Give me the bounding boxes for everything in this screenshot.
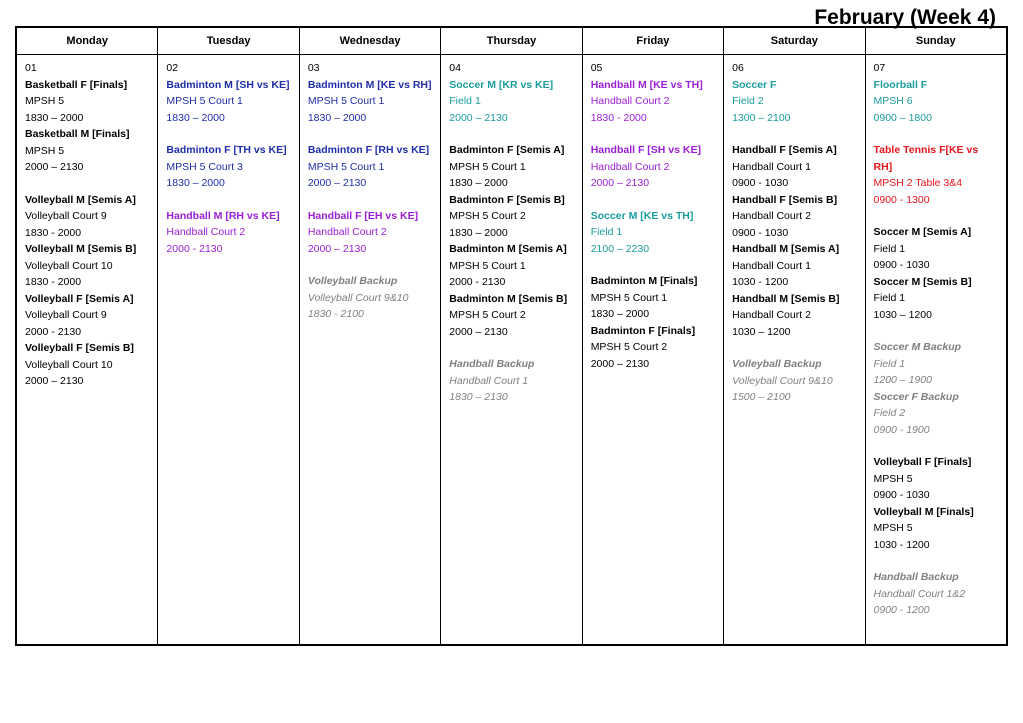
event-entry — [591, 77, 715, 127]
event-time: 1830 – 2000 — [590, 308, 650, 320]
event-venue: Field 1 — [873, 292, 906, 304]
day-column-tuesday — [158, 55, 299, 644]
day-column-friday — [583, 55, 724, 644]
event-venue: Handball Court 2 — [732, 309, 811, 321]
event-entry — [874, 142, 998, 208]
event-time: 0900 - 1030 — [873, 259, 930, 271]
event-title: Handball F [EH vs KE] — [307, 209, 419, 222]
event-time: 0900 - 1030 — [873, 489, 930, 501]
event-entry — [732, 291, 856, 341]
event-title: Soccer M [Semis A] — [873, 226, 972, 238]
event-time: 1500 – 2100 — [732, 391, 791, 403]
event-time: 1830 – 2130 — [449, 391, 508, 403]
event-title: Basketball F [Finals] — [25, 78, 128, 91]
event-venue: MPSH 2 Table 3&4 — [873, 177, 963, 189]
page-title: February (Week 4) — [814, 6, 996, 29]
event-title: Badminton M [Finals] — [590, 275, 698, 287]
event-venue: Field 2 — [732, 95, 764, 107]
event-time: 2000 – 2130 — [590, 357, 650, 370]
event-title: Volleyball Backup — [732, 358, 822, 370]
event-time: 1200 – 1900 — [873, 374, 932, 386]
day-date: 03 — [307, 62, 320, 74]
event-title: Handball M [Semis B] — [732, 292, 840, 305]
event-entry — [449, 291, 573, 341]
event-entry — [591, 273, 715, 323]
event-venue: Volleyball Court 9&10 — [307, 291, 409, 304]
day-date: 06 — [732, 62, 744, 74]
event-entry — [25, 126, 149, 176]
event-entry — [591, 142, 715, 192]
event-venue: Field 1 — [873, 242, 906, 255]
event-title: Basketball M [Finals] — [25, 128, 130, 140]
event-title: Volleyball F [Semis B] — [25, 342, 134, 354]
event-time: 1830 – 2000 — [166, 177, 225, 189]
event-venue: Field 1 — [590, 226, 623, 238]
day-date: 04 — [449, 62, 461, 74]
event-venue: Volleyball Court 10 — [25, 358, 113, 371]
day-date: 07 — [873, 62, 886, 74]
event-title: Floorball F — [873, 78, 928, 91]
event-time: 2000 – 2130 — [449, 111, 508, 124]
event-entry — [874, 224, 998, 274]
event-title: Badminton F [Semis A] — [449, 144, 565, 156]
event-venue: MPSH 5 — [873, 522, 913, 534]
event-time: 1830 - 2100 — [307, 308, 364, 320]
event-venue: Field 1 — [873, 357, 906, 370]
event-time: 1830 - 2000 — [25, 226, 82, 239]
event-title: Handball Backup — [873, 571, 959, 583]
event-entry — [308, 142, 432, 192]
event-venue: Volleyball Court 10 — [25, 259, 113, 272]
event-venue: MPSH 5 — [873, 472, 913, 485]
event-venue: Handball Court 2 — [166, 226, 246, 238]
event-venue: Volleyball Court 9&10 — [732, 374, 833, 387]
day-header-monday: Monday — [17, 28, 158, 54]
event-venue: Handball Court 2 — [307, 226, 387, 238]
event-entry — [874, 504, 998, 554]
day-header-sunday: Sunday — [915, 35, 956, 47]
event-time: 1030 - 1200 — [873, 538, 930, 551]
event-venue: Handball Court 2 — [732, 210, 811, 222]
event-title: Handball F [Semis B] — [732, 193, 838, 206]
event-title: Handball Backup — [449, 358, 535, 370]
event-time: 2000 – 2130 — [307, 177, 367, 189]
event-time: 1030 – 1200 — [732, 325, 791, 338]
event-title: Handball M [RH vs KE] — [166, 209, 280, 222]
event-entry — [166, 77, 290, 127]
event-entry — [732, 142, 856, 192]
event-title: Soccer M [Semis B] — [873, 275, 972, 288]
event-time: 2000 - 2130 — [449, 276, 506, 288]
event-title: Badminton F [Semis B] — [449, 193, 565, 206]
event-entry — [732, 192, 856, 242]
event-entry — [25, 192, 149, 242]
event-venue: MPSH 5 Court 2 — [449, 210, 526, 222]
event-title: Volleyball F [Semis A] — [25, 292, 134, 305]
event-time: 1830 – 2000 — [449, 226, 508, 239]
backup-event — [874, 389, 998, 439]
event-time: 1030 – 1200 — [873, 308, 932, 321]
event-title: Badminton F [RH vs KE] — [307, 144, 430, 156]
event-title: Soccer F Backup — [873, 390, 959, 403]
event-venue: MPSH 5 Court 1 — [166, 95, 243, 107]
day-date: 01 — [25, 62, 37, 74]
event-venue: MPSH 5 Court 1 — [449, 259, 526, 272]
event-time: 1830 – 2000 — [166, 111, 225, 124]
event-time: 2000 – 2130 — [307, 242, 367, 255]
event-title: Soccer M Backup — [873, 341, 962, 353]
event-entry — [449, 192, 573, 242]
day-column-saturday — [724, 55, 865, 644]
event-venue: MPSH 5 Court 1 — [590, 291, 668, 304]
event-venue: MPSH 5 — [25, 95, 65, 107]
event-title: Volleyball M [Semis A] — [25, 193, 136, 206]
event-time: 2000 – 2130 — [449, 325, 508, 338]
event-venue: MPSH 5 — [25, 144, 65, 157]
event-time: 2000 – 2130 — [25, 375, 84, 387]
event-entry — [874, 274, 998, 324]
event-time: 0900 – 1800 — [873, 111, 932, 124]
backup-event — [874, 569, 998, 619]
event-title: Soccer F — [732, 78, 777, 91]
event-venue: Field 1 — [449, 95, 481, 107]
backup-event — [874, 339, 998, 389]
event-title: Volleyball M [Finals] — [873, 505, 974, 518]
schedule-body — [17, 55, 1006, 644]
event-venue: Volleyball Court 9 — [25, 309, 107, 321]
event-title: Badminton M [SH vs KE] — [166, 78, 290, 91]
event-entry — [25, 241, 149, 291]
event-title: Handball M [KE vs TH] — [590, 78, 703, 91]
day-column-sunday — [866, 55, 1006, 644]
event-entry — [874, 454, 998, 504]
event-entry — [166, 142, 290, 192]
event-entry — [308, 208, 432, 258]
event-time: 2000 - 2130 — [166, 242, 223, 255]
event-time: 0900 - 1030 — [732, 226, 789, 239]
event-entry — [732, 241, 856, 291]
day-column-wednesday — [300, 55, 441, 644]
event-time: 1830 – 2000 — [449, 177, 508, 189]
day-date: 05 — [590, 62, 603, 74]
day-header-wednesday: Wednesday — [300, 28, 441, 54]
event-venue: Handball Court 1 — [732, 160, 811, 173]
event-venue: Handball Court 1&2 — [873, 587, 966, 600]
event-venue: MPSH 5 Court 2 — [449, 309, 526, 321]
event-venue: Handball Court 2 — [590, 95, 670, 107]
event-entry — [25, 340, 149, 390]
event-title: Soccer M [KE vs TH] — [590, 209, 694, 222]
event-entry — [732, 77, 856, 127]
event-time: 2000 - 2130 — [25, 325, 82, 338]
event-time: 2000 – 2130 — [25, 161, 84, 173]
event-entry — [25, 77, 149, 127]
event-time: 1830 - 2000 — [25, 276, 82, 288]
event-title: Handball F [Semis A] — [732, 144, 837, 156]
day-column-monday — [17, 55, 158, 644]
event-entry — [591, 323, 715, 373]
event-time: 0900 - 1900 — [873, 423, 930, 436]
event-title: Table Tennis F[KE vs RH] — [873, 144, 979, 173]
event-entry — [308, 77, 432, 127]
event-entry — [874, 77, 998, 127]
event-time: 0900 - 1200 — [873, 604, 930, 616]
event-time: 0900 - 1030 — [732, 177, 789, 189]
event-title: Handball M [Semis A] — [732, 243, 840, 255]
day-header-tuesday: Tuesday — [158, 28, 299, 54]
event-title: Handball F [SH vs KE] — [590, 144, 701, 156]
event-venue: Handball Court 1 — [732, 259, 811, 272]
event-venue: MPSH 5 Court 1 — [307, 160, 385, 173]
event-entry — [166, 208, 290, 258]
event-entry — [449, 142, 573, 192]
event-title: Badminton M [Semis B] — [449, 292, 568, 305]
event-venue: MPSH 5 Court 1 — [449, 160, 526, 173]
backup-event — [732, 356, 856, 406]
day-header-thursday: Thursday — [441, 28, 582, 54]
day-column-thursday — [441, 55, 582, 644]
header-row — [17, 28, 1006, 55]
event-title: Volleyball M [Semis B] — [25, 243, 137, 255]
weekly-schedule-table — [15, 26, 1008, 646]
event-venue: MPSH 5 Court 1 — [307, 95, 385, 107]
event-time: 2100 – 2230 — [590, 242, 650, 255]
event-venue: Handball Court 1 — [449, 374, 529, 387]
event-entry — [449, 241, 573, 291]
event-venue: Field 2 — [873, 407, 906, 419]
event-title: Badminton M [KE vs RH] — [307, 78, 432, 91]
backup-event — [308, 273, 432, 323]
event-time: 1300 – 2100 — [732, 111, 791, 124]
day-header-friday: Friday — [583, 28, 724, 54]
day-header-saturday: Saturday — [724, 28, 865, 54]
event-venue: Handball Court 2 — [590, 160, 670, 173]
backup-event — [449, 356, 573, 406]
event-time: 1830 – 2000 — [307, 111, 367, 124]
event-time: 2000 – 2130 — [590, 177, 650, 189]
event-time: 1030 - 1200 — [732, 276, 789, 288]
event-venue: MPSH 5 Court 3 — [166, 160, 243, 173]
event-title: Badminton M [Semis A] — [449, 243, 567, 255]
event-venue: Volleyball Court 9 — [25, 210, 107, 222]
event-entry — [449, 77, 573, 127]
event-title: Badminton F [TH vs KE] — [166, 144, 287, 156]
event-time: 1830 – 2000 — [25, 111, 84, 124]
event-entry — [591, 208, 715, 258]
event-venue: MPSH 6 — [873, 95, 913, 107]
event-entry — [25, 291, 149, 341]
day-date: 02 — [166, 62, 179, 74]
event-time: 0900 - 1300 — [873, 193, 930, 206]
event-title: Volleyball F [Finals] — [873, 456, 972, 468]
event-title: Soccer M [KR vs KE] — [449, 78, 554, 91]
event-title: Volleyball Backup — [307, 275, 398, 287]
event-title: Badminton F [Finals] — [590, 324, 696, 337]
event-venue: MPSH 5 Court 2 — [590, 341, 668, 353]
event-time: 1830 - 2000 — [590, 111, 647, 124]
